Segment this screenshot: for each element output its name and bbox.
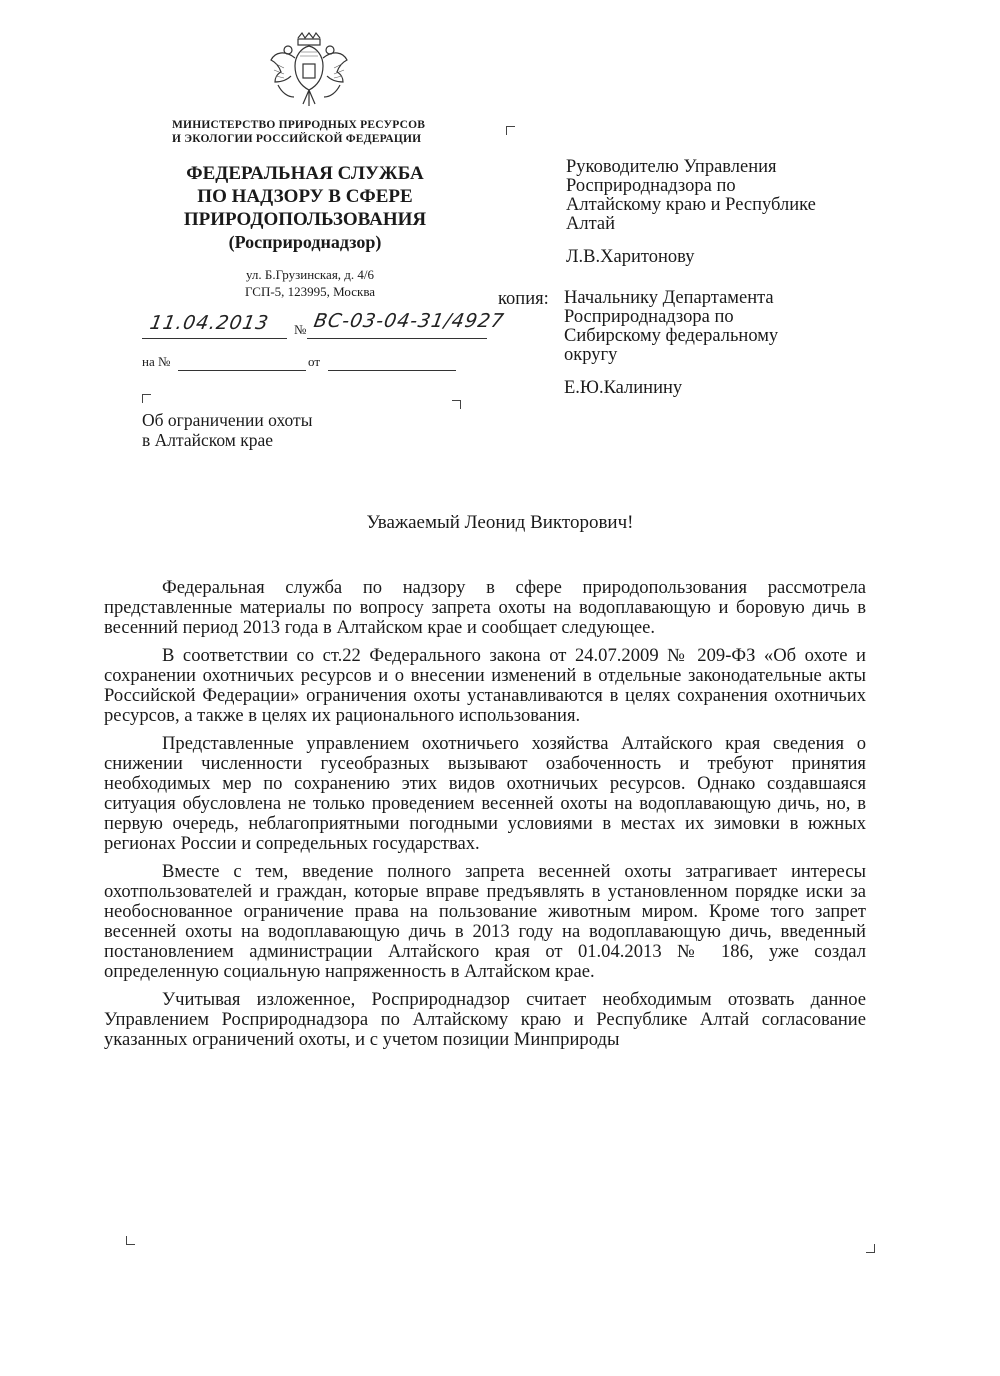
copy-recipient-title: Начальнику Департамента Росприроднадзора по Сибирскому федеральному округу (564, 288, 779, 365)
handwritten-date: 11.04.2013 (148, 312, 271, 334)
number-underline (307, 338, 487, 339)
corner-mark (452, 400, 461, 409)
ministry-name: МИНИСТЕРСТВО ПРИРОДНЫХ РЕСУРСОВ И ЭКОЛОГИИ РОССИЙСКОЙ ФЕДЕРАЦИИ (172, 119, 426, 145)
reference-date-label: от (308, 354, 321, 369)
body-paragraph: Учитывая изложенное, Росприроднадзор считает необходимым отозвать данное Управлением Росприроднадзора по Алтайскому краю и Республике Алтай согласование указанных ограничений охоты, и с учетом позиции Минприроды (104, 989, 866, 1050)
body-paragraph: Федеральная служба по надзору в сфере природопользования рассмотрела представленные материалы по вопросу запрета охоты на водоплавающую и боровую дичь в весенний период 2013 года в Алтайском крае и сообщает следующее. (104, 577, 866, 638)
reference-line (142, 354, 472, 378)
body-paragraph: В соответствии со ст.22 Федерального закона от 24.07.2009 № 209-ФЗ «Об охоте и сохранении охотничьих ресурсов и о внесении изменений в отдельные законодательные акты Российской Федерации» ограничения охоты устанавливаются в целях сохранения охотничьих ресурсов, а также в целях их рационального использования. (104, 645, 866, 726)
service-name: ФЕДЕРАЛЬНАЯ СЛУЖБА ПО НАДЗОРУ В СФЕРЕ ПРИРОДОПОЛЬЗОВАНИЯ (183, 163, 427, 230)
registration-line (142, 310, 522, 342)
reference-number-underline (178, 370, 306, 371)
reference-number-label: на № (142, 354, 171, 369)
salutation: Уважаемый Леонид Викторович! (366, 512, 634, 533)
body-paragraph: Вместе с тем, введение полного запрета весенней охоты затрагивает интересы охотпользователей и граждан, которые вправе предъявлять в установленном порядке иски за необоснованное ограничение права на пользование животным миром. Кроме того запрет весенней охоты на водоплавающую дичь в 2013 году на водоплавающую дичь, введенный постановлением администрации Алтайского края от 01.04.2013 № 186, уже создал определенную социальную напряженность в Алтайском крае. (104, 861, 866, 982)
letter-subject: Об ограничении охоты в Алтайском крае (142, 410, 313, 450)
corner-mark (126, 1236, 135, 1245)
recipient-block (566, 158, 886, 267)
reference-date-underline (328, 370, 456, 371)
service-abbreviation: (Росприроднадзор) (228, 232, 382, 252)
corner-mark (506, 126, 515, 135)
corner-mark (866, 1244, 875, 1253)
date-underline (142, 338, 287, 339)
recipient-name: Л.В.Харитонову (566, 247, 695, 267)
sender-address: ул. Б.Грузинская, д. 4/6 ГСП-5, 123995, Москва (244, 267, 376, 299)
double-headed-eagle-emblem-icon (268, 30, 350, 110)
copy-label: копия: (498, 289, 549, 309)
number-sign: № (294, 322, 307, 337)
body-paragraph: Представленные управлением охотничьего хозяйства Алтайского края сведения о снижении численности гусеобразных вызывают озабоченность и требуют принятия необходимых мер по сохранению этих видов охотничьих ресурсов. Однако создавшаяся ситуация обусловлена не только проведением весенней охоты на водоплавающую дичь, но, в первую очередь, неблагоприятными погодными условиями в местах их зимовки в южных регионах России и сопредельных государствах. (104, 733, 866, 854)
copy-recipient-name: Е.Ю.Калинину (564, 378, 683, 398)
copy-recipient-block (564, 289, 884, 398)
letter-body (104, 578, 866, 1058)
corner-mark (142, 394, 151, 403)
handwritten-reg-number: ВС-03-04-31/4927 (312, 310, 507, 332)
recipient-title: Руководителю Управления Росприроднадзора по Алтайскому краю и Республике Алтай (566, 157, 816, 234)
